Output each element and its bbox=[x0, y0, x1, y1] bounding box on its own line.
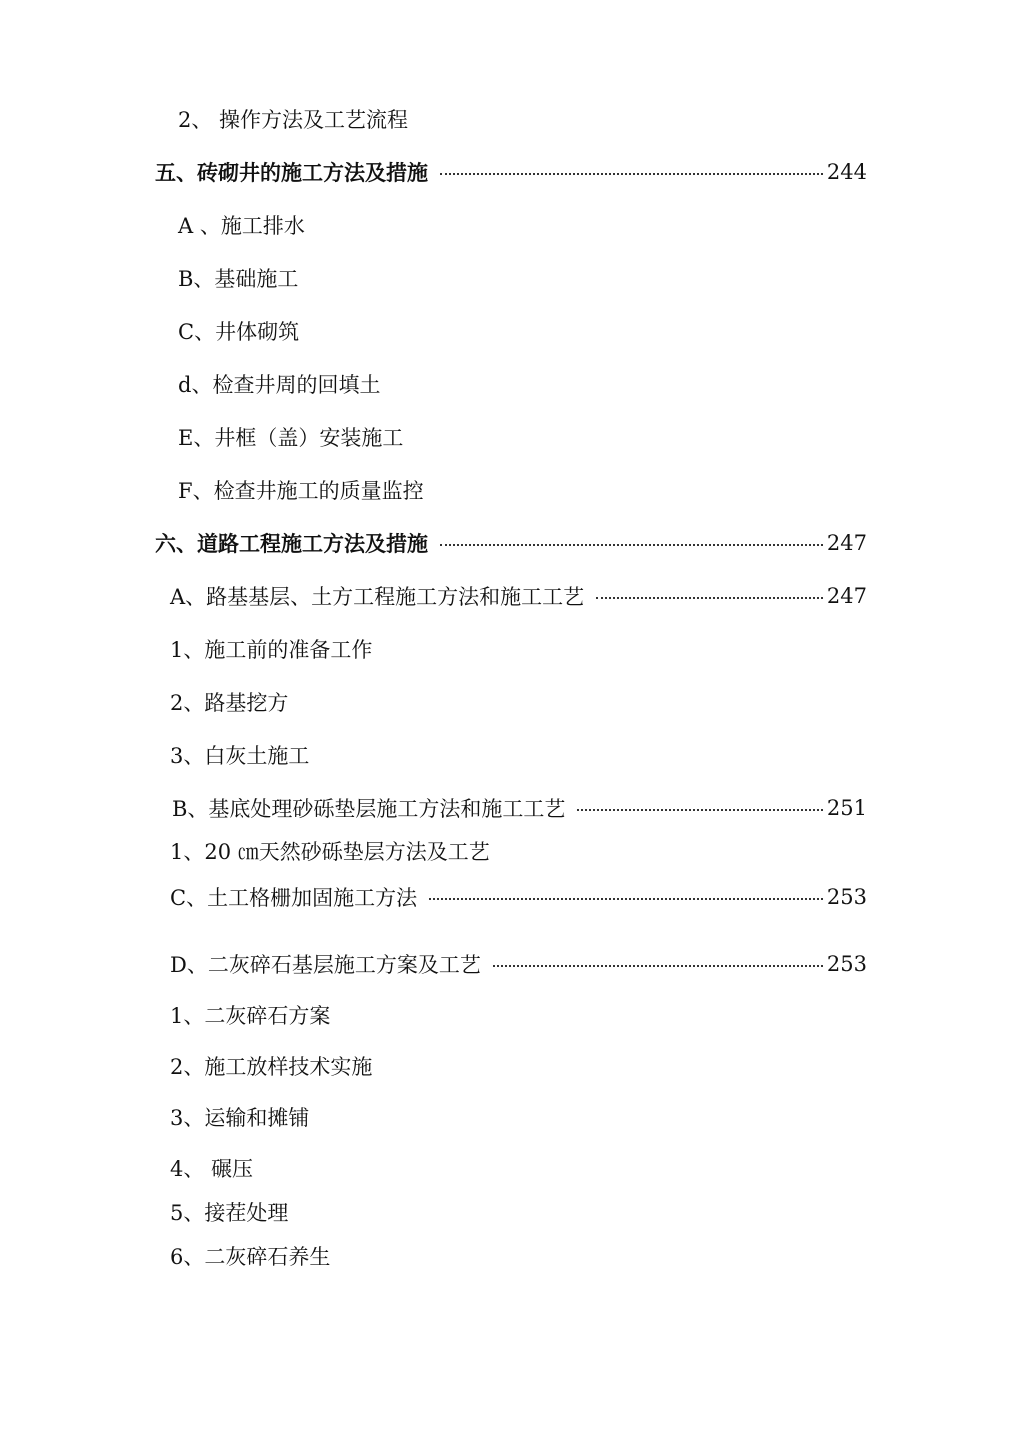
toc-leader-dots bbox=[577, 809, 822, 811]
toc-entry-label: d、检查井周的回填土 bbox=[178, 373, 381, 397]
toc-heading-section-5[interactable] bbox=[155, 157, 867, 187]
toc-entry-label: 5、接茬处理 bbox=[170, 1201, 289, 1225]
toc-entry-sec6-a[interactable] bbox=[170, 581, 867, 611]
toc-entry-sec6-b[interactable] bbox=[172, 793, 867, 823]
toc-entry-label: D、二灰碎石基层施工方案及工艺 bbox=[170, 953, 481, 977]
toc-entry-sec6-d-5[interactable] bbox=[170, 1197, 288, 1227]
toc-entry-sec5-c[interactable] bbox=[178, 316, 299, 346]
toc-entry-label: C、井体砌筑 bbox=[178, 320, 300, 344]
toc-page-number: 247 bbox=[826, 584, 867, 608]
toc-entry-operation-method[interactable] bbox=[178, 104, 408, 134]
toc-heading-label: 五、砖砌井的施工方法及措施 bbox=[155, 160, 428, 185]
toc-entry-label: F、检查井施工的质量监控 bbox=[178, 479, 424, 503]
toc-entry-label: A、路基基层、土方工程施工方法和施工工艺 bbox=[170, 585, 585, 609]
toc-entry-sec6-d-1[interactable] bbox=[170, 1000, 330, 1030]
toc-entry-sec6-a-1[interactable] bbox=[170, 634, 372, 664]
toc-entry-label: 2、施工放样技术实施 bbox=[170, 1055, 373, 1079]
toc-entry-label: 1、二灰碎石方案 bbox=[170, 1004, 331, 1028]
toc-entry-label: B、基础施工 bbox=[178, 267, 299, 291]
toc-entry-sec6-b-1[interactable] bbox=[170, 836, 490, 866]
toc-entry-sec6-a-2[interactable] bbox=[170, 687, 288, 717]
toc-entry-label: B、基底处理砂砾垫层施工方法和施工工艺 bbox=[172, 797, 566, 821]
toc-page-number: 253 bbox=[826, 885, 867, 909]
toc-entry-label: A 、施工排水 bbox=[178, 214, 305, 238]
toc-entry-sec6-d-4[interactable] bbox=[170, 1153, 253, 1183]
toc-page-number: 251 bbox=[826, 796, 867, 820]
toc-entry-label: 2、 操作方法及工艺流程 bbox=[178, 108, 409, 132]
toc-entry-sec6-d[interactable] bbox=[170, 949, 867, 979]
toc-entry-label: 6、二灰碎石养生 bbox=[170, 1245, 331, 1269]
toc-leader-dots bbox=[429, 898, 823, 900]
toc-entry-label: 4、 碾压 bbox=[170, 1157, 254, 1181]
toc-leader-dots bbox=[596, 597, 823, 599]
toc-entry-sec5-a[interactable] bbox=[178, 210, 305, 240]
toc-entry-label: 2、路基挖方 bbox=[170, 691, 289, 715]
toc-leader-dots bbox=[440, 544, 823, 546]
toc-entry-sec5-d[interactable] bbox=[178, 369, 380, 399]
toc-entry-label: E、井框（盖）安装施工 bbox=[178, 426, 404, 450]
toc-entry-sec6-d-3[interactable] bbox=[170, 1102, 309, 1132]
toc-entry-sec6-c[interactable] bbox=[170, 882, 867, 912]
toc-entry-label: 1、施工前的准备工作 bbox=[170, 638, 373, 662]
toc-page-number: 253 bbox=[826, 952, 867, 976]
toc-entry-label: 3、白灰土施工 bbox=[170, 744, 310, 768]
toc-entry-sec6-d-6[interactable] bbox=[170, 1241, 330, 1271]
toc-entry-label: 3、运输和摊铺 bbox=[170, 1106, 310, 1130]
toc-heading-section-6[interactable] bbox=[155, 528, 867, 558]
toc-entry-sec5-b[interactable] bbox=[178, 263, 298, 293]
toc-entry-sec6-d-2[interactable] bbox=[170, 1051, 372, 1081]
toc-page-number: 247 bbox=[826, 531, 867, 555]
toc-entry-label: C、土工格栅加固施工方法 bbox=[170, 886, 418, 910]
toc-page-number: 244 bbox=[826, 160, 867, 184]
toc-leader-dots bbox=[440, 173, 823, 175]
toc-entry-sec6-a-3[interactable] bbox=[170, 740, 309, 770]
toc-leader-dots bbox=[493, 965, 823, 967]
toc-entry-sec5-f[interactable] bbox=[178, 475, 424, 505]
toc-entry-sec5-e[interactable] bbox=[178, 422, 403, 452]
toc-entry-label: 1、20 ㎝天然砂砾垫层方法及工艺 bbox=[170, 840, 490, 864]
toc-heading-label: 六、道路工程施工方法及措施 bbox=[155, 531, 428, 556]
